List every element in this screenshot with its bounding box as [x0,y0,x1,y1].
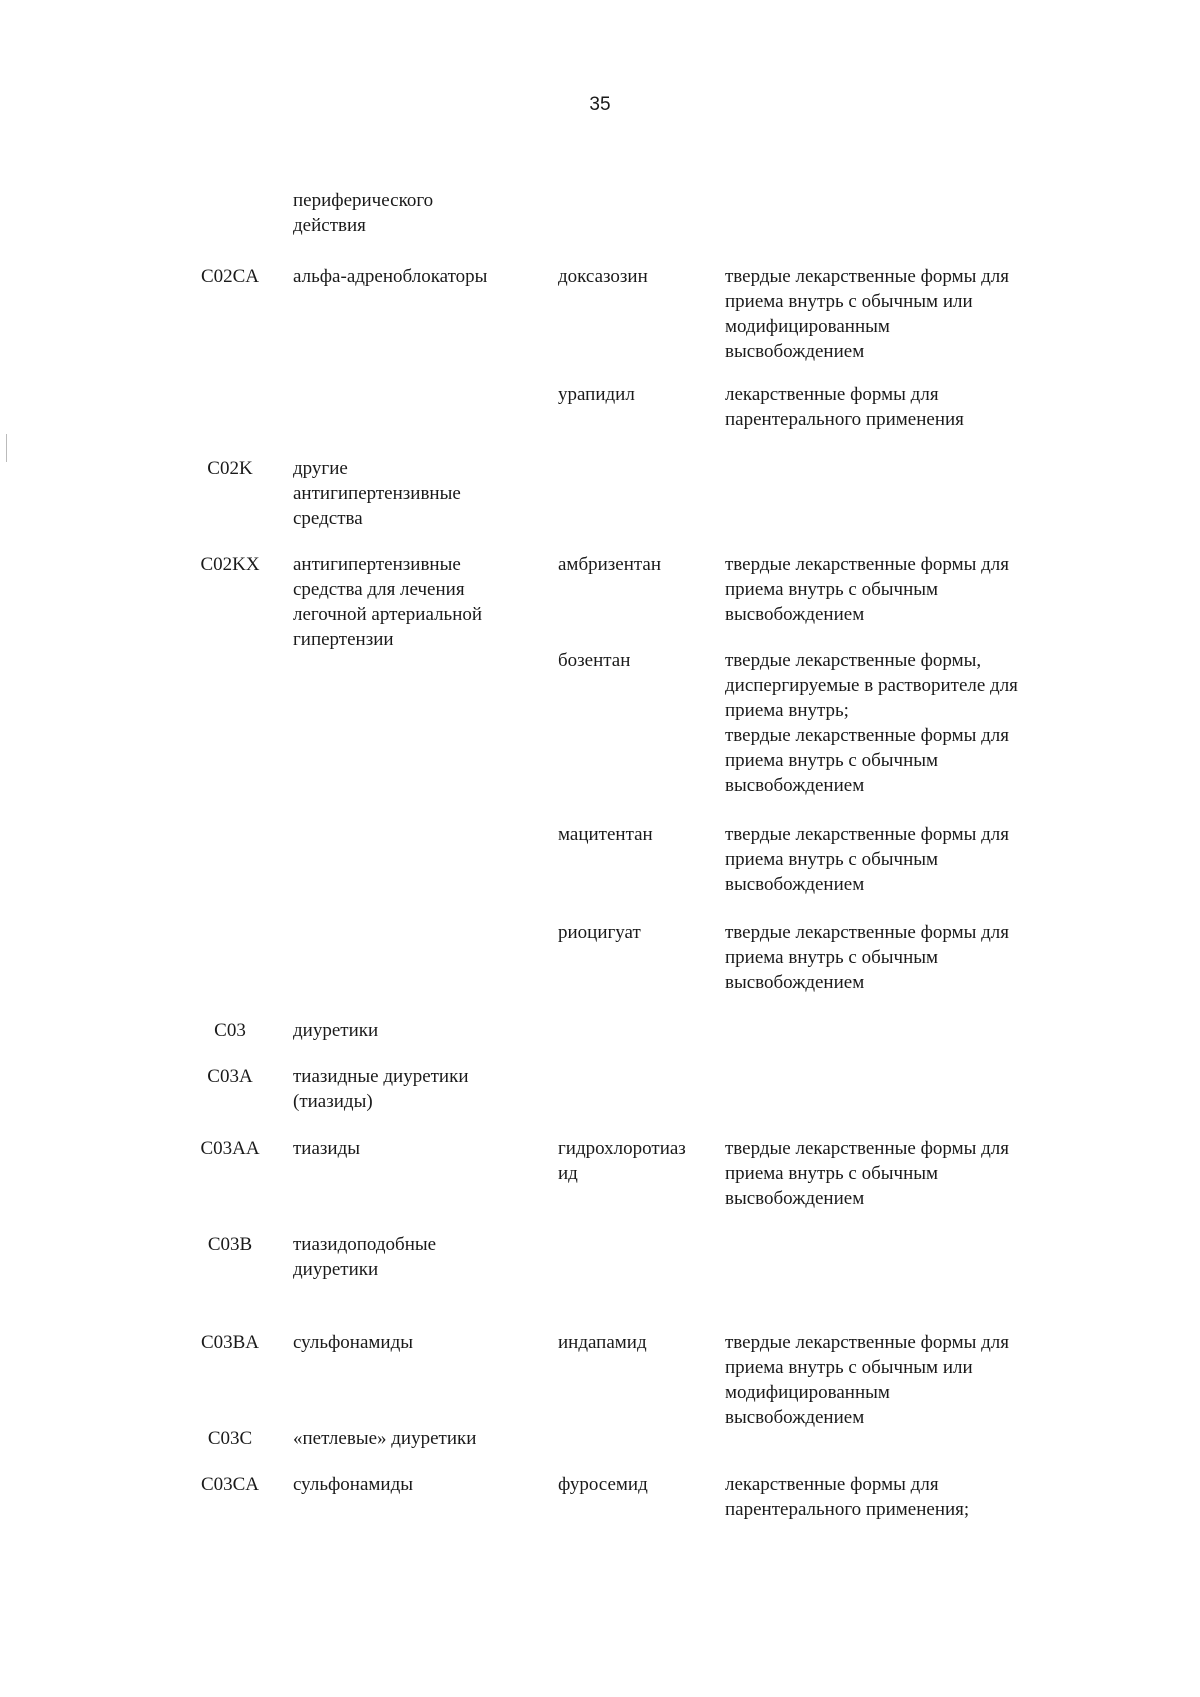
row-code [180,1472,280,1497]
row-form [725,648,1075,798]
row-drug-line: индапамид [558,1332,647,1353]
row-name [293,1330,538,1355]
row-name-line: средства [293,508,363,529]
row-form-line: высвобождением [725,604,865,625]
row-drug [558,648,718,673]
row-code [180,456,280,481]
row-form-line: высвобождением [725,1188,865,1209]
row-form-line: высвобождением [725,775,865,796]
row-code [180,1064,280,1089]
row-code [180,1232,280,1257]
row-form-line: лекарственные формы для [725,1474,939,1495]
row-form [725,1136,1075,1211]
row-name-line: диуретики [293,1020,379,1041]
row-form [725,1330,1075,1430]
row-name-line: «петлевые» диуретики [293,1428,477,1449]
row-drug-line: риоцигуат [558,922,641,943]
row-form-line: твердые лекарственные формы для [725,824,1010,845]
row-name-line: тиазидоподобные [293,1234,437,1255]
row-code [180,264,280,289]
row-form-line: приема внутрь с обычным [725,579,939,600]
row-name-line: альфа-адреноблокаторы [293,266,488,287]
row-code [180,1330,280,1355]
row-name-line: диуретики [293,1259,379,1280]
row-form [725,552,1075,627]
row-name [293,456,538,531]
row-code-line: C03 [214,1020,246,1041]
row-name [293,264,538,289]
row-form-line: твердые лекарственные формы, [725,650,982,671]
row-form-line: высвобождением [725,874,865,895]
scan-edge-mark [6,434,7,462]
row-form [725,382,1075,432]
row-drug-line: ид [558,1163,578,1184]
row-form-line: диспергируемые в растворителе для [725,675,1018,696]
row-name-line: действия [293,215,366,236]
row-name-line: другие [293,458,348,479]
row-name-line: легочной артериальной [293,604,483,625]
row-name [293,1018,538,1043]
row-form-line: твердые лекарственные формы для [725,266,1010,287]
row-drug [558,382,718,407]
row-name-line: тиазидные диуретики [293,1066,469,1087]
row-drug-line: фуросемид [558,1474,648,1495]
row-name-line: тиазиды [293,1138,361,1159]
row-form-line: модифицированным [725,1382,890,1403]
row-code-line: C02CA [200,266,260,287]
row-form-line: парентерального применения [725,409,964,430]
row-form-line: высвобождением [725,341,865,362]
row-form-line: приема внутрь с обычным [725,947,939,968]
row-form-line: приема внутрь; [725,700,849,721]
row-drug-line: урапидил [558,384,635,405]
row-name [293,1064,538,1114]
row-form-line: парентерального применения; [725,1499,970,1520]
row-drug-line: гидрохлоротиаз [558,1138,686,1159]
row-form-line: твердые лекарственные формы для [725,1332,1010,1353]
row-name [293,1232,538,1282]
row-name-line: сульфонамиды [293,1474,414,1495]
row-form-line: приема внутрь с обычным [725,750,939,771]
row-form-line: приема внутрь с обычным или [725,1357,973,1378]
row-code-line: C03A [207,1066,253,1087]
row-name-line: средства для лечения [293,579,465,600]
row-code-line: C03AA [200,1138,260,1159]
row-code [180,1136,280,1161]
row-form-line: твердые лекарственные формы для [725,922,1010,943]
row-form-line: твердые лекарственные формы для [725,725,1010,746]
row-code [180,552,280,577]
row-form-line: твердые лекарственные формы для [725,554,1010,575]
row-drug [558,1136,718,1186]
row-form [725,822,1075,897]
row-form-line: модифицированным [725,316,890,337]
row-form-line: твердые лекарственные формы для [725,1138,1010,1159]
row-form-line: приема внутрь с обычным или [725,291,973,312]
row-drug [558,552,718,577]
row-form-line: приема внутрь с обычным [725,849,939,870]
row-drug [558,822,718,847]
row-drug [558,1472,718,1497]
row-name-line: сульфонамиды [293,1332,414,1353]
row-form-line: лекарственные формы для [725,384,939,405]
row-form-line: высвобождением [725,1407,865,1428]
row-code [180,1426,280,1451]
row-form [725,1472,1075,1522]
row-drug-line: доксазозин [558,266,648,287]
row-form-line: приема внутрь с обычным [725,1163,939,1184]
row-code-line: C03C [207,1428,253,1449]
row-code-line: C02K [207,458,253,479]
row-name-line: антигипертензивные [293,554,461,575]
row-drug-line: мацитентан [558,824,653,845]
row-name [293,1136,538,1161]
row-name-line: гипертензии [293,629,394,650]
row-code [180,1018,280,1043]
row-drug [558,920,718,945]
row-form-line: высвобождением [725,972,865,993]
row-drug-line: бозентан [558,650,631,671]
row-drug [558,264,718,289]
row-name-line: (тиазиды) [293,1091,373,1112]
row-name-line: периферического [293,190,434,211]
row-name [293,552,538,652]
row-drug [558,1330,718,1355]
row-code-line: C03BA [200,1332,260,1353]
page-number: 35 [589,94,611,115]
row-drug-line: амбризентан [558,554,662,575]
row-code-line: C03B [207,1234,253,1255]
row-name [293,188,538,238]
row-code-line: C03CA [200,1474,260,1495]
row-code-line: C02KX [200,554,260,575]
row-name-line: антигипертензивные [293,483,461,504]
row-form [725,920,1075,995]
row-form [725,264,1075,364]
row-name [293,1426,538,1451]
row-name [293,1472,538,1497]
